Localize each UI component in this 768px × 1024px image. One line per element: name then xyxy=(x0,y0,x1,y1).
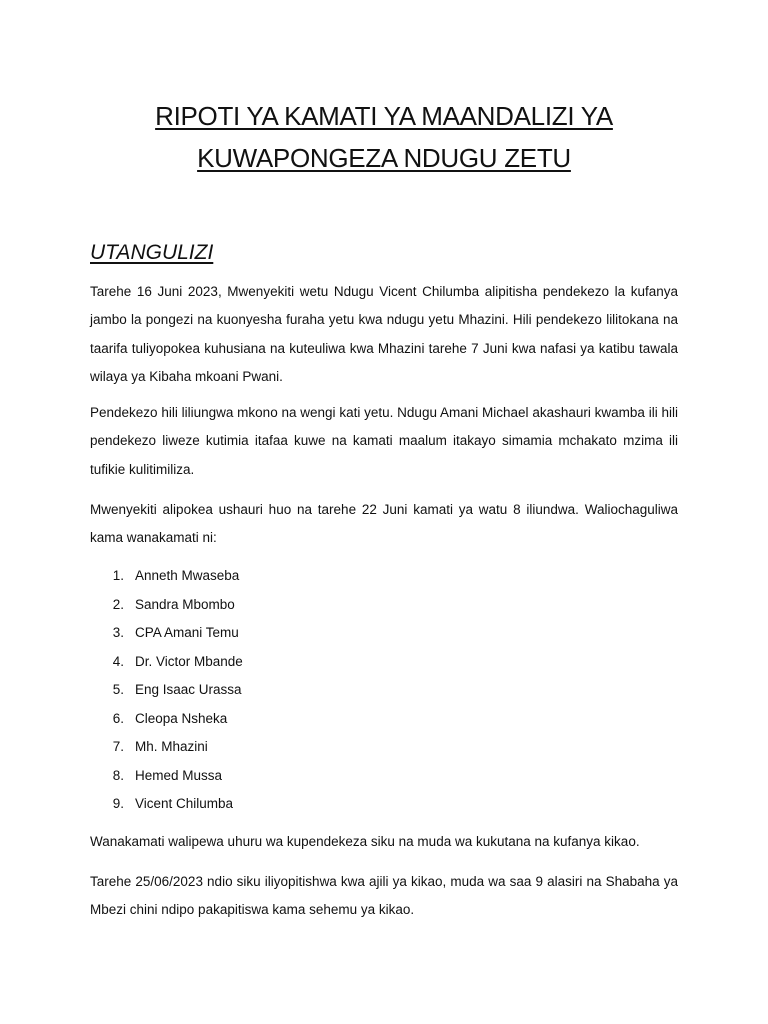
list-item-number: 6. xyxy=(112,710,124,726)
list-item-name: Dr. Victor Mbande xyxy=(135,653,243,669)
list-item xyxy=(90,648,678,677)
list-item xyxy=(90,676,678,705)
list-item-number: 2. xyxy=(112,596,124,612)
section-heading: UTANGULIZI xyxy=(90,241,214,264)
list-item xyxy=(90,733,678,762)
intro-paragraph: Tarehe 16 Juni 2023, Mwenyekiti wetu Ndugu Vicent Chilumba alipitisha pendekezo la kufanya jambo la pongezi na kuonyesha furaha yetu kwa ndugu yetu Mhazini. Hili pendekezo lilitokana na taarifa tuliyopokea kuhusiana na kuteuliwa kwa Mhazini tarehe 7 Juni kwa nafasi ya katibu tawala wilaya ya Kibaha mkoani Pwani. xyxy=(90,284,678,385)
list-item-name: CPA Amani Temu xyxy=(135,625,239,640)
list-item-name: Cleopa Nsheka xyxy=(135,710,228,726)
list-item-number: 1. xyxy=(112,568,124,583)
list-item-number: 4. xyxy=(112,653,124,669)
meeting-date-paragraph: Tarehe 25/06/2023 ndio siku iliyopitishwa kwa ajili ya kikao, muda wa saa 9 alasiri na Shabaha ya Mbezi chini ndipo pakapitiswa kama sehemu ya kikao. xyxy=(90,874,678,918)
list-item xyxy=(90,619,678,648)
list-item-number: 5. xyxy=(112,682,124,697)
list-item xyxy=(90,591,678,620)
list-item-name: Vicent Chilumba xyxy=(135,796,234,811)
list-item-number: 7. xyxy=(112,739,124,754)
document-title: RIPOTI YA KAMATI YA MAANDALIZI YA KUWAPONGEZA NDUGU ZETU xyxy=(155,101,613,173)
list-item-name: Mh. Mhazini xyxy=(135,739,208,754)
list-item xyxy=(90,705,678,734)
committee-paragraph: Mwenyekiti alipokea ushauri huo na tarehe 22 Juni kamati ya watu 8 iliundwa. Waliochaguliwa kama wanakamati ni: xyxy=(90,502,678,546)
list-item-number: 8. xyxy=(112,767,124,783)
list-item xyxy=(90,562,678,591)
list-item-number: 9. xyxy=(112,796,124,811)
list-item-name: Eng Isaac Urassa xyxy=(135,682,242,697)
list-item xyxy=(90,790,678,819)
list-item-number: 3. xyxy=(112,625,124,640)
member-list xyxy=(90,562,678,819)
list-item-name: Hemed Mussa xyxy=(135,767,223,783)
support-paragraph: Pendekezo hili liliungwa mkono na wengi kati yetu. Ndugu Amani Michael akashauri kwamba ili hili pendekezo liweze kutimia itafaa kuwe na kamati maalum itakayo simamia mchakato mzima ili tufikie kulitimiliza. xyxy=(90,405,678,477)
list-item-name: Sandra Mbombo xyxy=(135,596,235,612)
meeting-freedom-paragraph: Wanakamati walipewa uhuru wa kupendekeza siku na muda wa kukutana na kufanya kikao. xyxy=(90,834,640,849)
list-item-name: Anneth Mwaseba xyxy=(135,568,240,583)
list-item xyxy=(90,762,678,791)
